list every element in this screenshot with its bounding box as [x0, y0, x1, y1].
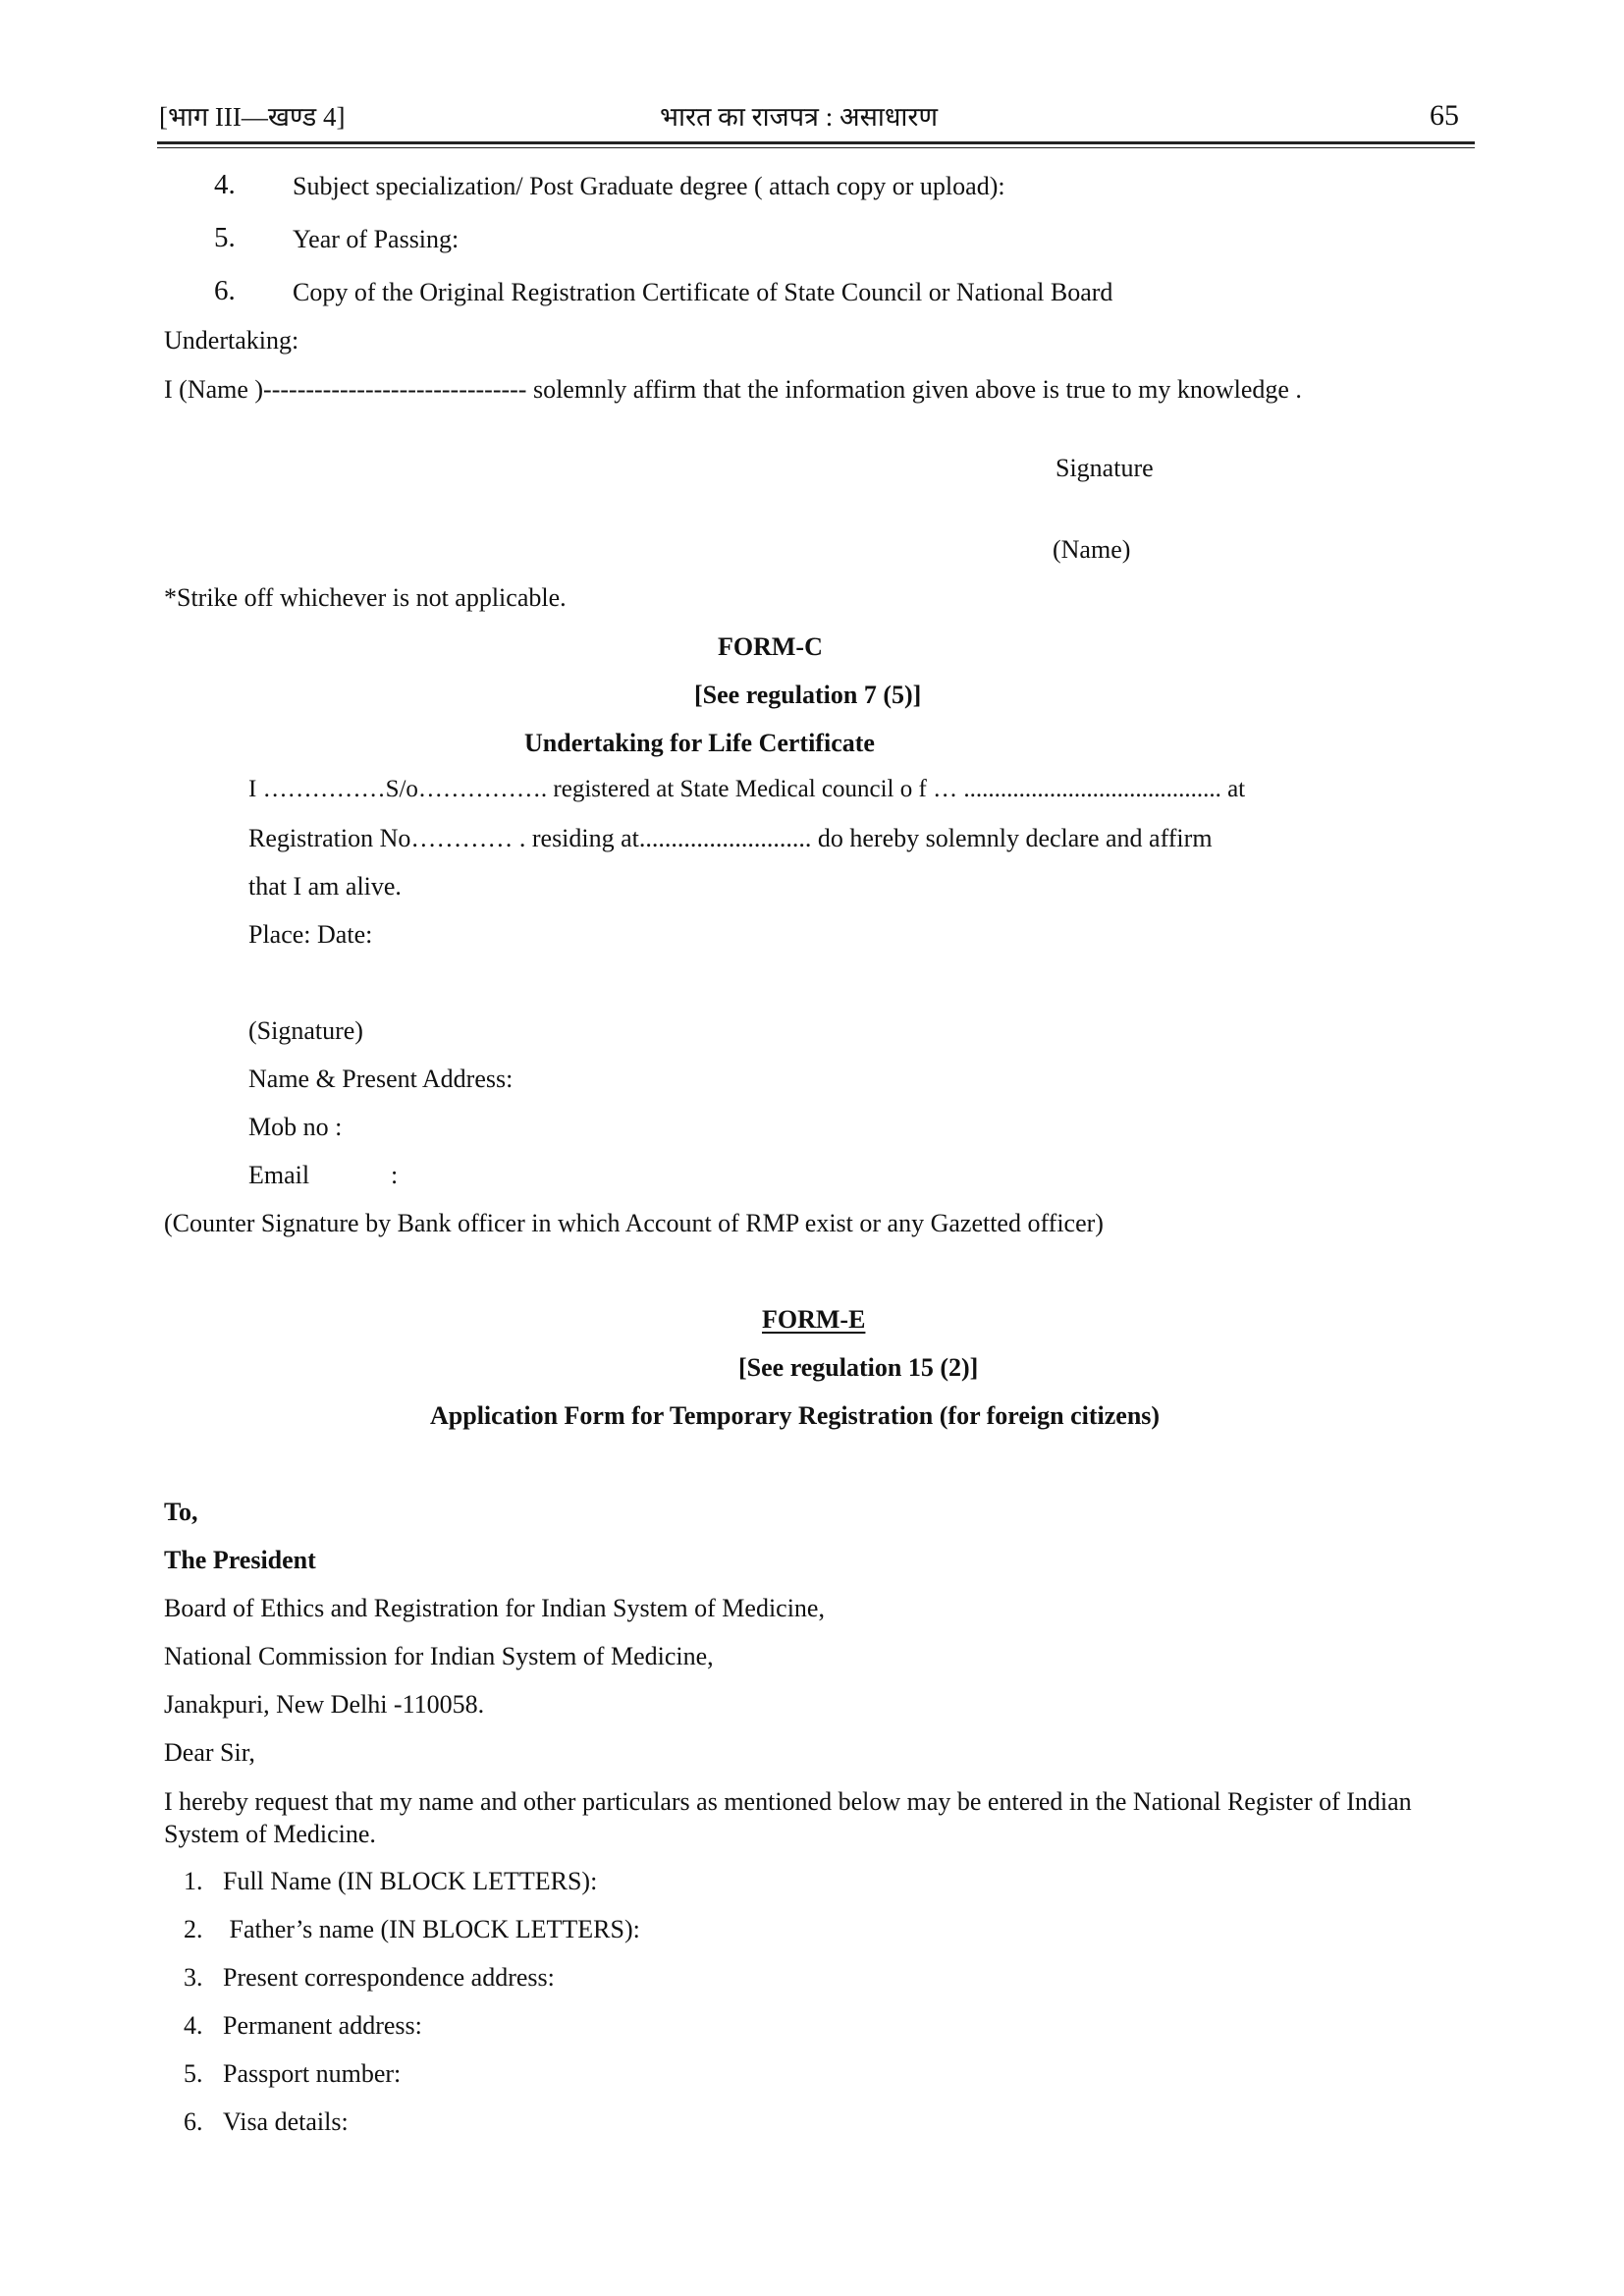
signature-label: Signature	[1056, 454, 1154, 482]
form-b-item-number: 5.	[214, 222, 236, 253]
form-c-title: FORM-C	[718, 632, 823, 661]
form-e-item-number: 2.	[184, 1915, 203, 1943]
form-c-subtitle: Undertaking for Life Certificate	[524, 729, 875, 757]
address-line: Board of Ethics and Registration for Indian System of Medicine,	[164, 1594, 825, 1622]
address-line: National Commission for Indian System of Medicine,	[164, 1642, 714, 1670]
form-e-item-number: 1.	[184, 1867, 203, 1895]
strike-off-note: *Strike off whichever is not applicable.	[164, 583, 567, 612]
form-e-item-text: Permanent address:	[223, 2011, 422, 2040]
form-e-item-text: Passport number:	[223, 2059, 402, 2088]
form-c-email-label: Email	[248, 1161, 310, 1189]
form-b-item-number: 6.	[214, 275, 236, 306]
form-e-item-number: 6.	[184, 2107, 203, 2136]
name-label: (Name)	[1053, 535, 1131, 564]
page-number: 65	[1430, 99, 1459, 132]
form-c-declaration-line: that I am alive.	[248, 872, 402, 901]
form-e-item-text: Present correspondence address:	[223, 1963, 555, 1992]
undertaking-text: I (Name )------------------------------- solemnly affirm that the information given above is true to my knowledge .	[164, 375, 1302, 404]
form-e-item-number: 3.	[184, 1963, 203, 1992]
form-e-item-text: Visa details:	[223, 2107, 349, 2136]
form-c-regulation: [See regulation 7 (5)]	[694, 681, 922, 709]
form-c-name-address: Name & Present Address:	[248, 1065, 514, 1093]
header-rule	[157, 141, 1475, 144]
header-rule-thin	[157, 147, 1475, 148]
form-e-title: FORM-E	[762, 1305, 866, 1334]
form-e-item-text: Father’s name (IN BLOCK LETTERS):	[223, 1915, 640, 1943]
form-c-counter-signature: (Counter Signature by Bank officer in which Account of RMP exist or any Gazetted officer)	[164, 1209, 1104, 1237]
header-section-label: [भाग III—खण्ड 4]	[159, 102, 346, 132]
form-b-item-text: Subject specialization/ Post Graduate degree ( attach copy or upload):	[293, 172, 1005, 200]
form-b-item-number: 4.	[214, 169, 236, 200]
form-e-request-paragraph: I hereby request that my name and other particulars as mentioned below may be entered in the National Register of Indian System of Medicine.	[164, 1787, 1412, 1848]
form-b-item-text: Year of Passing:	[293, 225, 460, 253]
form-e-subtitle: Application Form for Temporary Registration (for foreign citizens)	[430, 1401, 1161, 1430]
form-e-salutation: Dear Sir,	[164, 1738, 255, 1767]
form-e-regulation: [See regulation 15 (2)]	[738, 1353, 979, 1382]
header-gazette-title: भारत का राजपत्र : असाधारण	[660, 102, 938, 132]
form-c-place-date: Place: Date:	[248, 920, 373, 949]
form-b-item-text: Copy of the Original Registration Certificate of State Council or National Board	[293, 278, 1113, 306]
form-c-email-colon: :	[391, 1161, 399, 1189]
form-c-declaration-line: I ……………S/o……………. registered at State Medical council o f … .......................................... at	[248, 776, 1246, 802]
form-e-item-number: 4.	[184, 2011, 203, 2040]
form-c-declaration-line: Registration No………… . residing at........................... do hereby solemnly declare and affirm	[248, 824, 1213, 852]
form-e-item-number: 5.	[184, 2059, 203, 2088]
form-e-addressee: The President	[164, 1546, 316, 1574]
form-e-item-text: Full Name (IN BLOCK LETTERS):	[223, 1867, 598, 1895]
address-line: Janakpuri, New Delhi -110058.	[164, 1690, 485, 1719]
form-c-signature: (Signature)	[248, 1016, 363, 1045]
form-e-to: To,	[164, 1498, 198, 1526]
undertaking-label: Undertaking:	[164, 326, 299, 355]
form-c-mobile: Mob no :	[248, 1113, 343, 1141]
